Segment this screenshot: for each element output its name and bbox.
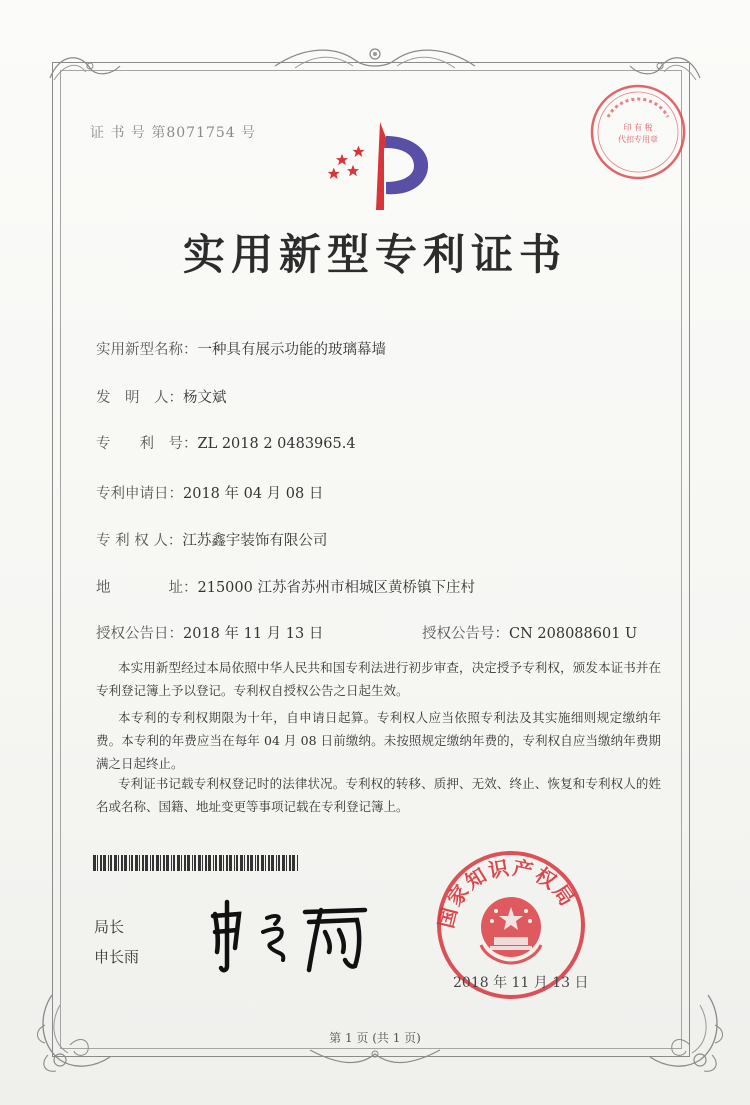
address-row [96, 576, 475, 597]
inventor-label: 发 明 人： [96, 390, 183, 406]
grant-date-value: 2018 年 11 月 13 日 [183, 626, 324, 642]
patentee-value: 江苏鑫宇装饰有限公司 [182, 533, 328, 549]
grant-date-label: 授权公告日： [96, 626, 183, 642]
paragraph-legal-status: 专利证书记载专利权登记时的法律状况。专利权的转移、质押、无效、终止、恢复和专利权人的姓名或名称、国籍、地址变更等事项记载在专利登记簿上。 [96, 776, 661, 814]
address-value: 215000 江苏省苏州市相城区黄桥镇下庄村 [197, 580, 475, 596]
utility-model-name-label: 实用新型名称： [96, 342, 198, 358]
paragraph-term: 本专利的专利权期限为十年，自申请日起算。专利权人应当依照专利法及其实施细则规定缴纳年费。本专利的年费应当在每年 04 月 08 日前缴纳。未按照规定缴纳年费的，专利权自应当缴纳年费期满之日起终止。 [96, 710, 661, 771]
patent-number-value: ZL 2018 2 0483965.4 [197, 436, 356, 452]
certificate-number: 证 书 号 第8071754 号 [90, 125, 257, 141]
grant-number-value: CN 208088601 U [509, 626, 638, 642]
seal-arc-text: 国家知识产权局 [433, 855, 581, 931]
patent-number-row [96, 432, 356, 453]
utility-model-name-row [96, 338, 386, 359]
paragraph-grant: 本实用新型经过本局依照中华人民共和国专利法进行初步审查，决定授予专利权，颁发本证书并在专利登记簿上予以登记。专利权自授权公告之日起生效。 [96, 660, 661, 698]
director-signature [205, 896, 375, 976]
director-name: 申长雨 [94, 948, 140, 966]
filing-date-value: 2018 年 04 月 08 日 [183, 486, 324, 502]
svg-text:代扣专用章: 代扣专用章 [618, 135, 658, 144]
tax-seal-stamp [588, 82, 688, 182]
grant-number-label: 授权公告号： [422, 626, 509, 642]
grant-date-row [96, 622, 323, 643]
page-number: 第 1 页 (共 1 页) [329, 1031, 421, 1045]
utility-model-name-value: 一种具有展示功能的玻璃幕墙 [197, 342, 386, 358]
filing-date-row [96, 482, 323, 503]
inventor-value: 杨文斌 [183, 390, 227, 406]
top-left-ornament [40, 48, 130, 88]
certificate-title: 实用新型专利证书 [182, 230, 567, 279]
grant-number-row [422, 622, 637, 643]
director-label: 局长 [94, 918, 125, 936]
patentee-label: 专 利 权 人： [96, 533, 183, 549]
sipo-logo-icon [320, 118, 440, 218]
filing-date-label: 专利申请日： [96, 486, 183, 502]
inventor-row [96, 386, 227, 407]
patent-number-label: 专 利 号： [96, 436, 198, 452]
top-center-ornament [265, 40, 485, 76]
barcode [93, 855, 303, 871]
issue-date: 2018 年 11 月 13 日 [453, 975, 589, 991]
patentee-row [96, 529, 327, 550]
svg-text:印 有 税: 印 有 税 [623, 123, 653, 132]
address-label: 地 址： [96, 580, 198, 596]
